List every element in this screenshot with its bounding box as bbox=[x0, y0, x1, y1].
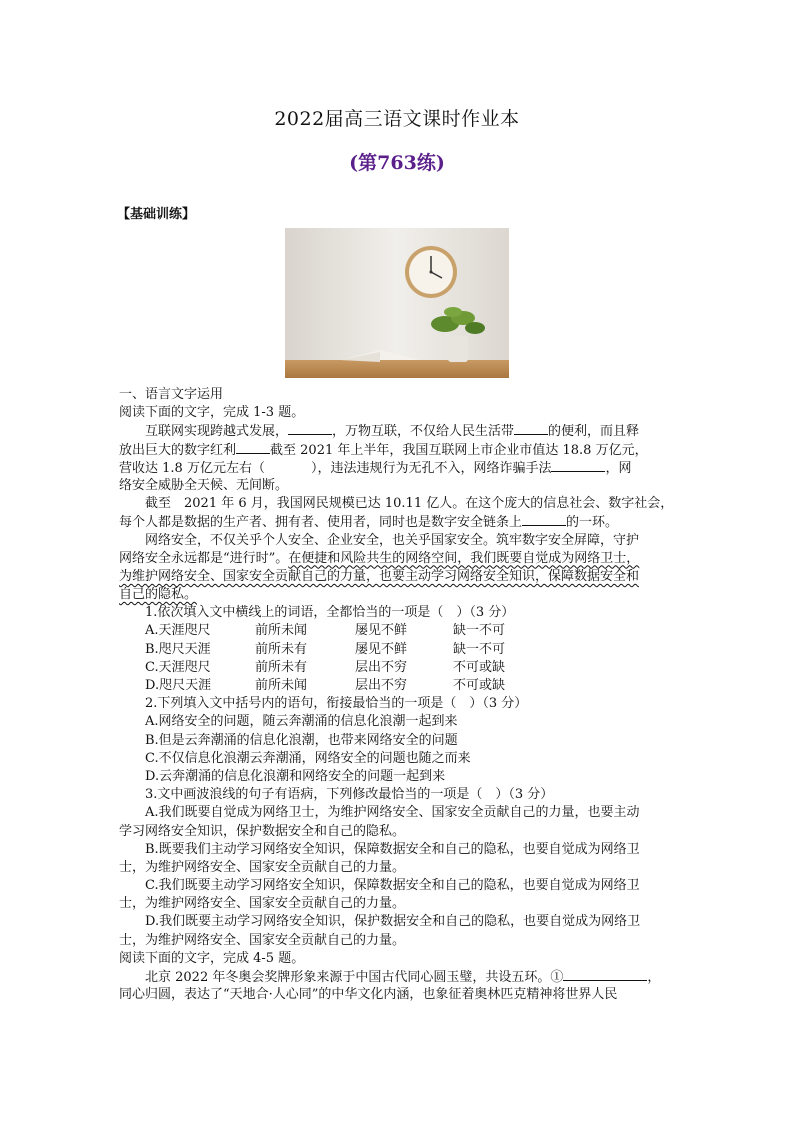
p1-line: 放出巨大的数字红利 截至 2021 年上半年，我国互联网上市企业市值达 18.8 万亿元， bbox=[119, 442, 648, 458]
q3-option-cont: 士，为维护网络安全、国家安全贡献自己的力量。 bbox=[119, 932, 406, 948]
q3-option-cont: 士，为维护网络安全、国家安全贡献自己的力量。 bbox=[119, 859, 406, 875]
q1-option: A.天涯咫尺 前所未闻 屡见不鲜 缺一不可 bbox=[145, 623, 506, 639]
q3-stem: 3.文中画波浪线的句子有语病，下列修改最恰当的一项是（ ）（3 分） bbox=[145, 787, 554, 803]
q2-stem: 2.下列填入文中括号内的语句，衔接最恰当的一项是（ ）（3 分） bbox=[145, 696, 528, 712]
q3-option: A.我们既要自觉成为网络卫士，为维护网络安全、国家安全贡献自己的力量，也要主动 bbox=[145, 805, 640, 821]
q2-option: A.网络安全的问题，随云奔潮涌的信息化浪潮一起到来 bbox=[145, 714, 458, 730]
p3-line: 网络安全永远都是“进行时”。在便捷和风险共生的网络空间，我们既要自觉成为网络卫士， bbox=[119, 550, 640, 566]
p3-line: 为维护网络安全、国家安全贡献自己的力量，也要主动学习网络安全知识，保障数据安全和 bbox=[119, 568, 640, 584]
q3-option-cont: 学习网络安全知识，保护数据安全和自己的隐私。 bbox=[119, 823, 406, 839]
blank-2 bbox=[514, 422, 548, 435]
p3-line: 自己的隐私。 bbox=[119, 587, 198, 603]
q2-option: D.云奔潮涌的信息化浪潮和网络安全的问题一起到来 bbox=[145, 768, 446, 784]
q3-option: D.我们既要主动学习网络安全知识，保护数据安全和自己的隐私，也要自觉成为网络卫 bbox=[145, 914, 641, 930]
part1-intro: 阅读下面的文字，完成 1-3 题。 bbox=[119, 405, 305, 421]
blank-3 bbox=[236, 441, 270, 454]
part2-intro: 阅读下面的文字，完成 4-5 题。 bbox=[119, 950, 305, 966]
q1-option: D.咫尺天涯 前所未闻 层出不穷 不可或缺 bbox=[145, 678, 506, 693]
q3-option-cont: 士，为维护网络安全、国家安全贡献自己的力量。 bbox=[119, 896, 406, 912]
part2-line: 同心归圆，表达了“天地合·人心同”的中华文化内涵，也象征着奥林匹克精神将世界人民 bbox=[119, 987, 618, 1003]
p3-line: 网络安全，不仅关乎个人安全、企业安全，也关乎国家安全。筑牢数字安全屏障，守护 bbox=[145, 532, 640, 548]
p2-line: 截至 2021 年 6 月，我国网民规模已达 10.11 亿人。在这个庞大的信息社会、数字社会， bbox=[145, 496, 674, 512]
p1-line: 络安全威胁全天候、无间断。 bbox=[119, 477, 289, 493]
q3-option: B.既要我们主动学习网络安全知识，保障数据安全和自己的隐私，也要自觉成为网络卫 bbox=[145, 841, 640, 857]
part2-line: 北京 2022 年冬奥会奖牌形象来源于中国古代同心圆玉璧，共设五环。① ， bbox=[145, 970, 661, 985]
q2-option: C.不仅信息化浪潮云奔潮涌，网络安全的问题也随之而来 bbox=[145, 750, 471, 766]
page-title: 2022届高三语文课时作业本 bbox=[274, 108, 520, 130]
exercise-number: (第763练) bbox=[349, 152, 445, 174]
p2-line: 每个人都是数据的生产者、拥有者、使用者，同时也是数字安全链条上 的一环。 bbox=[119, 515, 619, 531]
section-heading: 【基础训练】 bbox=[117, 207, 196, 222]
q1-option: C.天涯咫尺 前所未有 层出不穷 不可或缺 bbox=[145, 659, 506, 675]
blank-1 bbox=[288, 422, 332, 435]
q2-option: B.但是云奔潮涌的信息化浪潮，也带来网络安全的问题 bbox=[145, 732, 458, 748]
blank-6 bbox=[563, 968, 647, 981]
p1-line: 互联网实现跨越式发展， ，万物互联，不仅给人民生活带 的便利，而且释 bbox=[145, 424, 640, 440]
clock-plant-photo bbox=[285, 228, 509, 378]
blank-5 bbox=[522, 513, 566, 526]
part1-heading: 一、语言文字运用 bbox=[119, 387, 224, 402]
p1-line: 营收达 1.8 万亿元左右（ ），违法违规行为无孔不入，网络诈骗手法 ，网 bbox=[119, 460, 632, 476]
q1-stem: 1.依次填入文中横线上的词语，全都恰当的一项是（ ）（3 分） bbox=[145, 605, 515, 621]
main-text bbox=[119, 386, 674, 1004]
q3-option: C.我们既要主动学习网络安全知识，保障数据安全和自己的隐私，也要自觉成为网络卫 bbox=[145, 878, 640, 894]
blank-4 bbox=[551, 459, 605, 472]
q1-option: B.咫尺天涯 前所未有 屡见不鲜 缺一不可 bbox=[145, 641, 506, 657]
